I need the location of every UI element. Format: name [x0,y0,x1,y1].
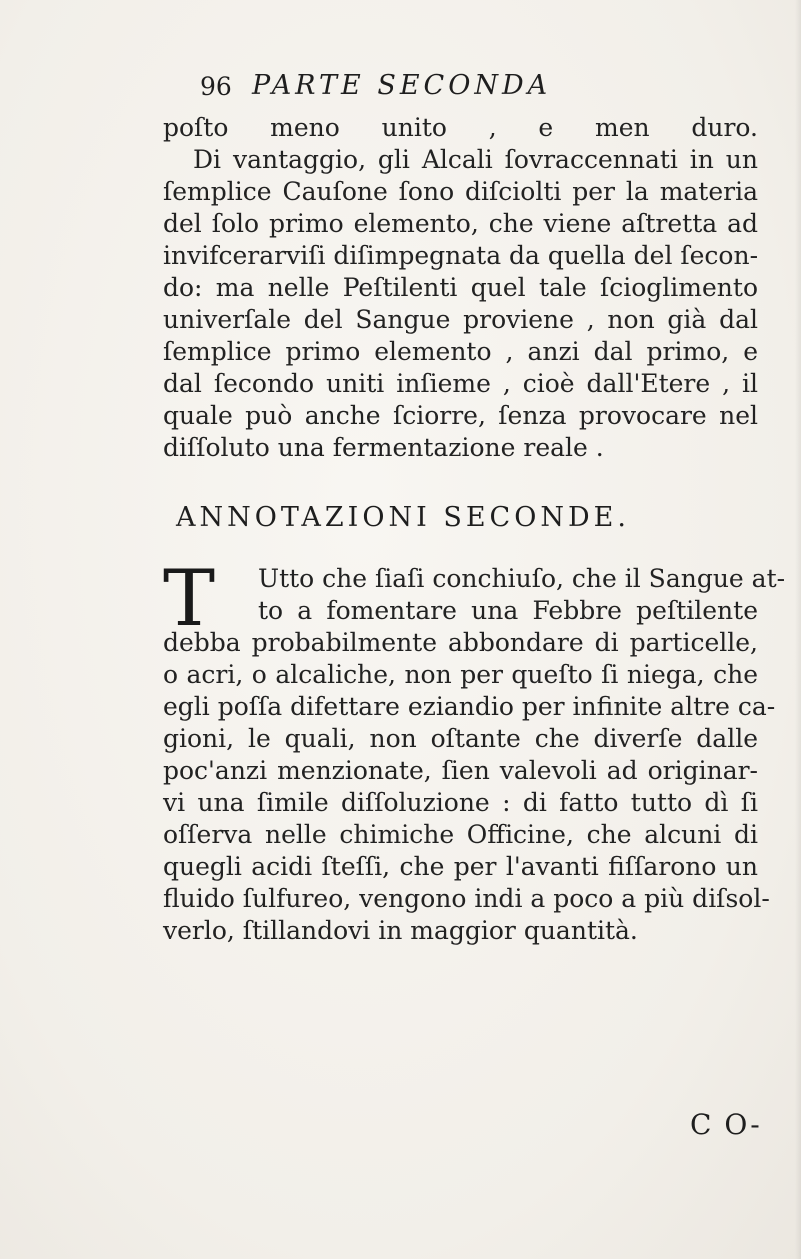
text-line: gioni, le quali, non oſtante che diverſe dalle [163,724,758,753]
text-line: Di vantaggio, gli Alcali ſovraccennati in un [193,145,758,174]
text-line: ſemplice Cauſone ſono diſciolti per la materia [163,177,758,206]
text-line: egli poſſa difettare eziandio per infinite altre ca- [163,692,776,721]
text-line: poſto meno unito , e men duro. [163,113,758,142]
text-line: univerſale del Sangue proviene , non già dal [163,305,758,334]
text-line: vi una ſimile diſſoluzione : di fatto tutto dì ſi [163,788,758,817]
text-line: dal ſecondo uniti inſieme , cioè dall'Etere , il [163,369,758,398]
page-number: 96 [200,72,232,101]
text-line: quale può anche ſciorre, ſenza provocare nel [163,401,758,430]
drop-cap: T [163,554,216,644]
text-line: fluido ſulfureo, vengono indi a poco a più diſsol- [163,884,770,913]
text-line: o acri, o alcaliche, non per queſto ſi niega, che [163,660,758,689]
section-heading: ANNOTAZIONI SECONDE. [176,502,630,533]
running-head: PARTE SECONDA [252,70,552,101]
text-line: del ſolo primo elemento, che viene aſtretta ad [163,209,758,238]
text-line: Utto che ſiaſi conchiuſo, che il Sangue at- [258,564,786,593]
text-line: to a fomentare una Febbre peſtilente [258,596,758,625]
text-line: oſſerva nelle chimiche Officine, che alcuni di [163,820,758,849]
text-line: ſemplice primo elemento , anzi dal primo, e [163,337,758,366]
page-edge-shadow [795,0,801,1259]
page-header [200,70,640,110]
text-line: verlo, ſtillandovi in maggior quantità. [163,916,638,945]
catchword: C O- [690,1108,762,1141]
text-line: quegli acidi ſteſſi, che per l'avanti fiſſarono un [163,852,758,881]
text-line: diſſoluto una fermentazione reale . [163,433,604,462]
text-line: invifcerarviſi diſimpegnata da quella del ſecon- [163,241,759,270]
text-line: do: ma nelle Peſtilenti quel tale ſcioglimento [163,273,758,302]
text-line: poc'anzi menzionate, ſien valevoli ad originar- [163,756,758,785]
text-line: debba probabilmente abbondare di particelle, [163,628,758,657]
